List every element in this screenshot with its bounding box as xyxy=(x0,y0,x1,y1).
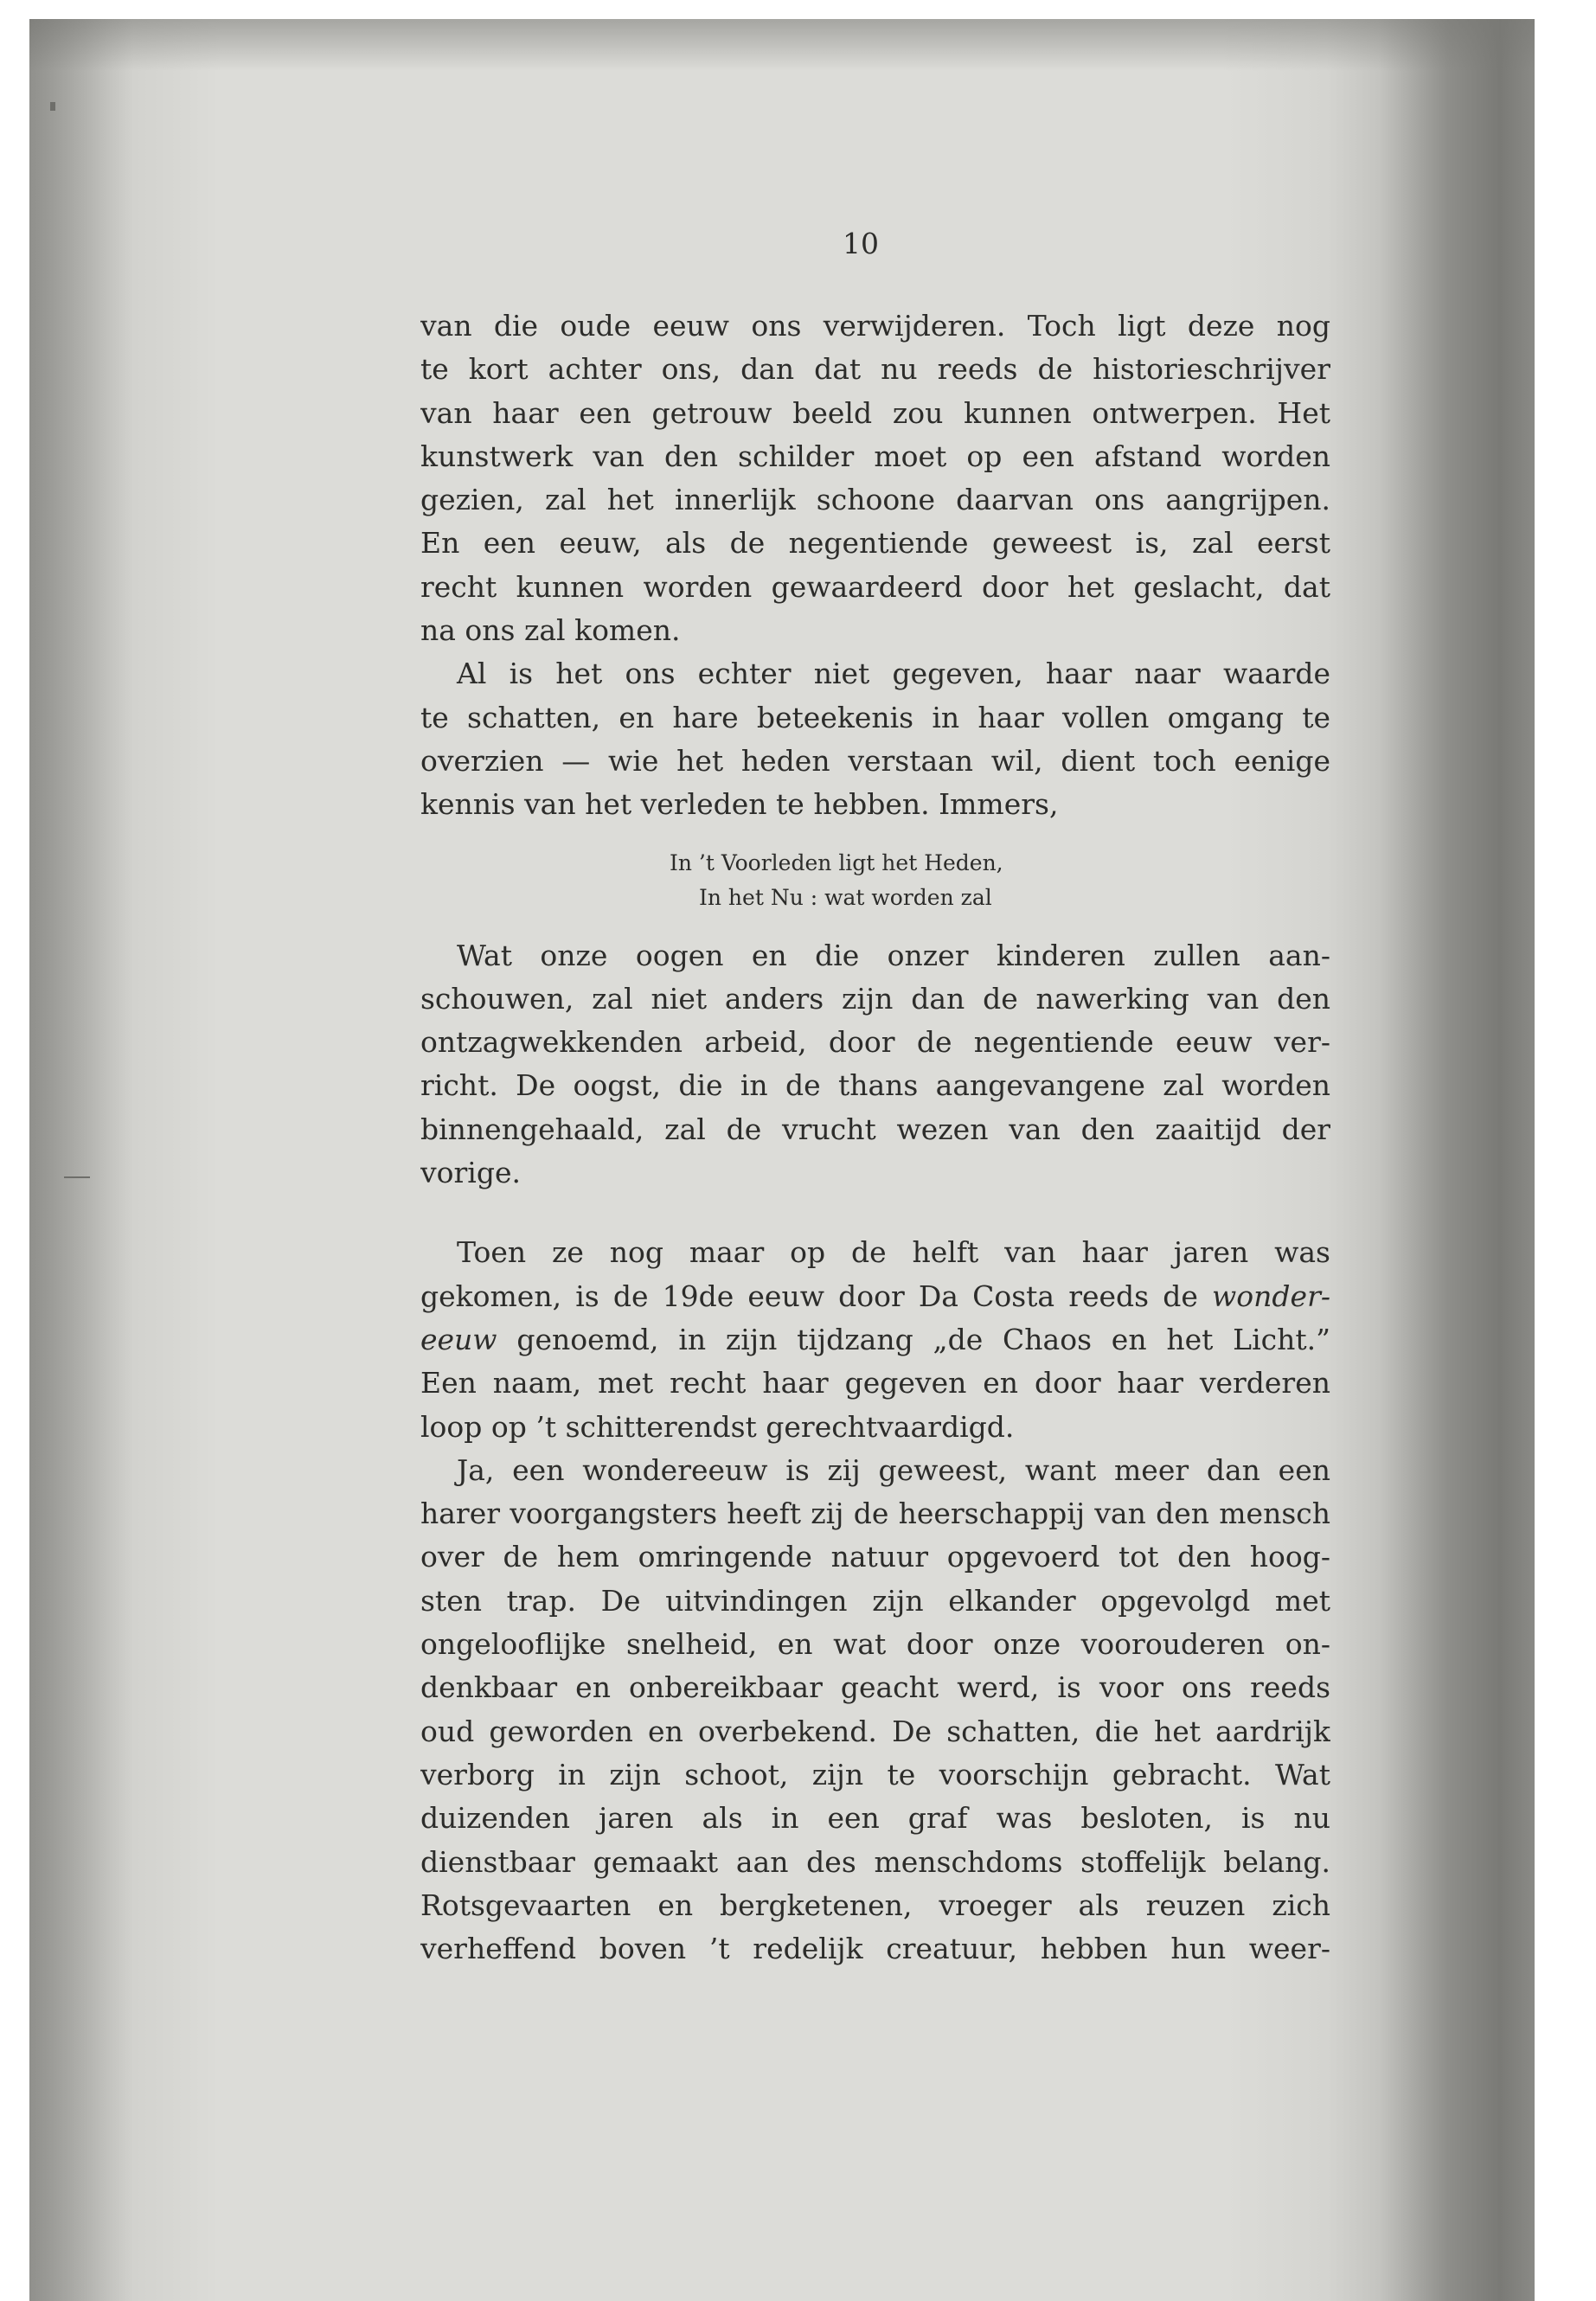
text-line: overzien — wie het heden verstaan wil, dient toch eenige xyxy=(420,743,1330,778)
verse-line: In het Nu : wat worden zal xyxy=(699,884,992,910)
text-line: dienstbaar gemaakt aan des menschdoms stoffelijk belang. xyxy=(420,1844,1330,1879)
page-body xyxy=(420,304,1330,1971)
italic-term: wonder- xyxy=(1212,1279,1330,1313)
text-line: vorige. xyxy=(420,1156,521,1190)
text-line: ontzagwekkenden arbeid, door de negentiende eeuw ver- xyxy=(420,1025,1330,1060)
text-line: Wat onze oogen en die onzer kinderen zullen aan- xyxy=(457,938,1330,972)
text-line: kennis van het verleden te hebben. Immers, xyxy=(420,787,1059,822)
text-span: gekomen, is de 19de eeuw door Da Costa reeds de xyxy=(420,1279,1213,1313)
margin-speck xyxy=(64,1176,90,1178)
paragraph-1 xyxy=(420,304,1330,652)
text-line: loop op ’t schitterendst gerechtvaardigd. xyxy=(420,1409,1015,1444)
margin-speck xyxy=(50,102,55,111)
text-line: sten trap. De uitvindingen zijn elkander opgevolgd met xyxy=(420,1583,1330,1618)
text-line: denkbaar en onbereikbaar geacht werd, is voor ons reeds xyxy=(420,1670,1330,1705)
left-edge-shadow xyxy=(29,19,133,2301)
page-number: 10 xyxy=(843,227,879,260)
text-line: verheffend boven ’t redelijk creatuur, hebben hun weer- xyxy=(420,1932,1330,1966)
text-line: schouwen, zal niet anders zijn dan de nawerking van den xyxy=(420,981,1330,1016)
text-line: verborg in zijn schoot, zijn te voorschijn gebracht. Wat xyxy=(420,1757,1330,1791)
section-gap xyxy=(420,1195,1330,1231)
paragraph-2 xyxy=(420,652,1330,826)
text-line: Rotsgevaarten en bergketenen, vroeger als reuzen zich xyxy=(420,1888,1330,1922)
text-line: harer voorgangsters heeft zij de heerschappij van den mensch xyxy=(420,1497,1330,1531)
text-line: gezien, zal het innerlijk schoone daarvan ons aangrijpen. xyxy=(420,483,1330,517)
text-line: na ons zal komen. xyxy=(420,613,681,648)
paragraph-5 xyxy=(420,1449,1330,1971)
text-line: van die oude eeuw ons verwijderen. Toch ligt deze nog xyxy=(420,309,1330,343)
verse-line: In ’t Voorleden ligt het Heden, xyxy=(670,849,1003,875)
paragraph-4 xyxy=(420,1231,1330,1448)
italic-term: eeuw xyxy=(420,1322,497,1356)
text-line: Ja, een wondereeuw is zij geweest, want meer dan een xyxy=(457,1452,1330,1487)
text-line: over de hem omringende natuur opgevoerd tot den hoog- xyxy=(420,1540,1330,1574)
text-line-with-italic xyxy=(420,1275,1330,1318)
text-line: richt. De oogst, die in de thans aangevangene zal worden xyxy=(420,1068,1330,1103)
text-line: van haar een getrouw beeld zou kunnen ontwerpen. Het xyxy=(420,395,1330,430)
text-line-with-italic xyxy=(420,1318,1330,1362)
text-line: Een naam, met recht haar gegeven en door haar verderen xyxy=(420,1366,1330,1400)
text-line: En een eeuw, als de negentiende geweest is, zal eerst xyxy=(420,526,1330,561)
text-line: recht kunnen worden gewaardeerd door het geslacht, dat xyxy=(420,569,1330,604)
text-line: ongelooflijke snelheid, en wat door onze voorouderen on- xyxy=(420,1627,1330,1662)
top-edge-shadow xyxy=(29,19,1535,71)
text-line: Toen ze nog maar op de helft van haar jaren was xyxy=(457,1235,1330,1270)
text-line: te schatten, en hare beteekenis in haar vollen omgang te xyxy=(420,700,1330,734)
text-line: duizenden jaren als in een graf was besloten, is nu xyxy=(420,1801,1330,1836)
text-line: te kort achter ons, dan dat nu reeds de historieschrijver xyxy=(420,352,1330,387)
text-line: oud geworden en overbekend. De schatten, die het aardrijk xyxy=(420,1714,1330,1748)
paragraph-3 xyxy=(420,934,1330,1195)
text-line: binnengehaald, zal de vrucht wezen van den zaaitijd der xyxy=(420,1112,1330,1146)
text-line: kunstwerk van den schilder moet op een afstand worden xyxy=(420,439,1330,473)
verse-quote xyxy=(420,846,1330,915)
text-span: genoemd, in zijn tijdzang „de Chaos en het Licht.” xyxy=(497,1322,1330,1356)
text-line: Al is het ons echter niet gegeven, haar naar waarde xyxy=(457,657,1330,691)
